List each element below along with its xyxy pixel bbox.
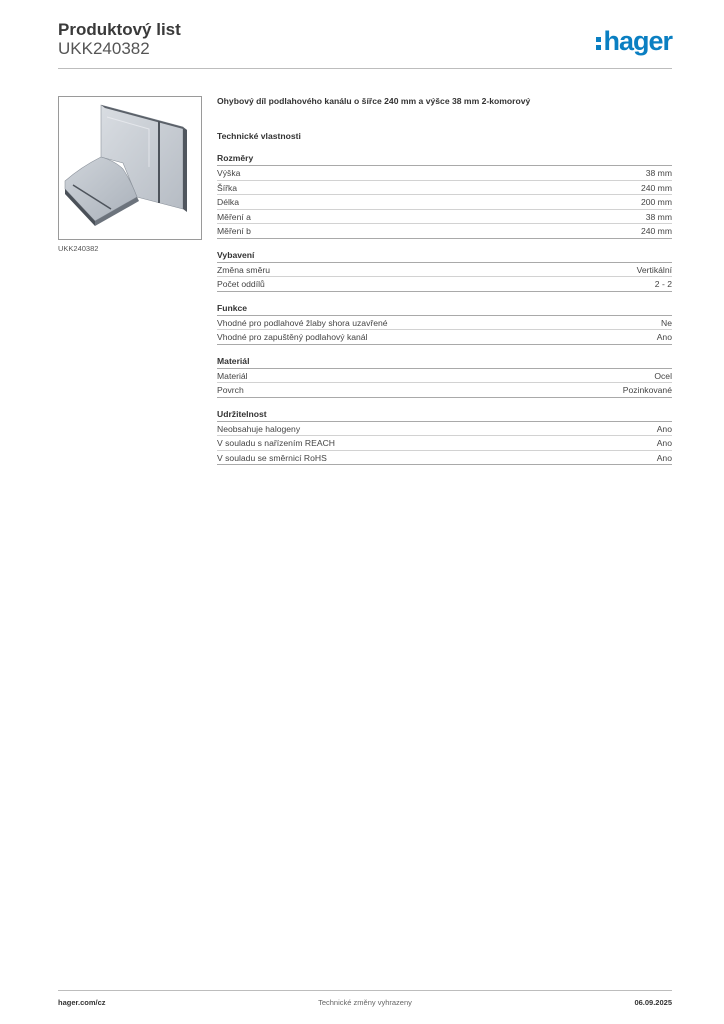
spec-label: Počet oddílů [217,279,265,289]
section-title: Udržitelnost [217,408,672,422]
spec-row [217,210,672,225]
spec-row [217,422,672,437]
spec-row [217,369,672,384]
spec-row [217,451,672,466]
spec-value: Ano [656,452,672,463]
logo-text: hager [603,25,672,56]
spec-row [217,166,672,181]
logo-colon-icon [596,37,601,50]
spec-label: Vhodné pro zapuštěný podlahový kanál [217,332,368,342]
section-vybaveni [217,249,672,292]
spec-value: Ano [656,332,672,342]
spec-value: 38 mm [645,168,672,178]
spec-row [217,383,672,398]
spec-row [217,277,672,292]
footer-website-link[interactable]: hager.com/cz [58,998,106,1007]
section-funkce [217,302,672,345]
product-description: Ohybový díl podlahového kanálu o šířce 240 mm a výšce 38 mm 2-komorový [217,96,531,106]
spec-label: Délka [217,197,239,207]
spec-value: Ocel [654,370,672,381]
spec-value: 240 mm [640,182,672,193]
spec-row [217,330,672,345]
section-title: Rozměry [217,152,672,166]
spec-value: Ano [656,438,672,448]
spec-label: Neobsahuje halogeny [217,423,301,434]
product-image [58,96,202,240]
spec-value: Ne [661,317,672,328]
spec-row [217,224,672,239]
footer-date: 06.09.2025 [634,998,672,1007]
spec-label: V souladu se směrnicí RoHS [217,452,327,463]
section-material [217,355,672,398]
spec-value: Pozinkované [622,385,672,395]
spec-row [217,436,672,451]
spec-value: 200 mm [640,197,672,207]
spec-value: 38 mm [645,211,672,222]
spec-value: Vertikální [636,264,672,275]
spec-label: Šířka [217,182,238,193]
image-caption: UKK240382 [58,244,99,253]
spec-label: Povrch [217,385,244,395]
spec-row [217,181,672,196]
section-title: Funkce [217,302,672,316]
spec-label: Vhodné pro podlahové žlaby shora uzavřené [217,317,388,328]
spec-label: Změna směru [217,264,271,275]
spec-label: Měření b [217,226,251,236]
product-code: UKK240382 [58,39,150,58]
hager-logo[interactable] [596,24,672,58]
spec-label: V souladu s nařízením REACH [217,438,335,448]
page-header [58,20,672,70]
technical-title: Technické vlastnosti [217,131,301,141]
spec-value: 240 mm [640,226,672,236]
spec-value: 2 - 2 [654,279,672,289]
floor-duct-bend-photo-icon [59,97,201,239]
spec-row [217,263,672,278]
page-title: Produktový list [58,20,181,39]
footer-notice: Technické změny vyhrazeny [318,998,412,1007]
section-title: Materiál [217,355,672,369]
spec-content [217,95,672,465]
section-rozmery [217,152,672,239]
section-title: Vybavení [217,249,672,263]
spec-label: Měření a [217,211,251,222]
header-divider [58,68,672,69]
section-udrzitelnost [217,408,672,466]
spec-row [217,195,672,210]
spec-value: Ano [656,423,672,434]
spec-row [217,316,672,331]
footer-divider [58,990,672,991]
spec-label: Výška [217,168,241,178]
spec-label: Materiál [217,370,248,381]
